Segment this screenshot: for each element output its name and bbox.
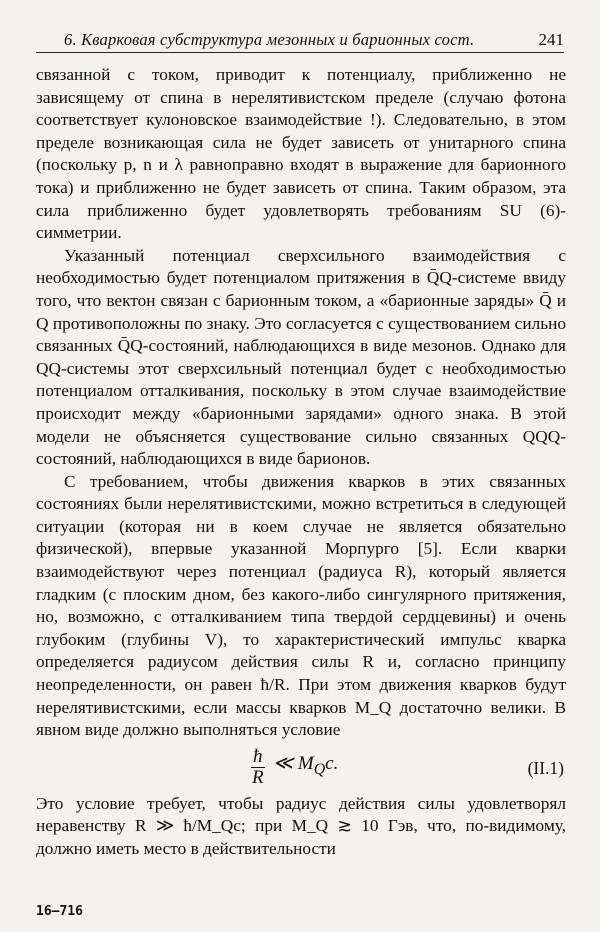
- fraction-denominator: R: [251, 766, 264, 788]
- equation-rhs: [273, 753, 338, 781]
- rhs-subscript: Q: [313, 760, 326, 778]
- equation-II-1: [36, 745, 566, 791]
- printer-signature: 16—716: [36, 904, 83, 919]
- rhs-main: ≪ M: [273, 753, 314, 775]
- page-number: 241: [538, 30, 564, 49]
- body-text: [36, 64, 566, 861]
- equation-label: (II.1): [527, 757, 564, 778]
- running-title: 6. Кварковая субструктура мезонных и барионных сост.: [64, 30, 475, 49]
- fraction-numerator: ħ: [253, 745, 263, 767]
- paragraph-4: Это условие требует, чтобы радиус действия силы удовлетворял неравенству R ≫ ħ/M_Qc; при M_Q ≳ 10 Гэв, что, по-видимому, должно иметь место в действительности: [36, 793, 566, 858]
- running-head: [36, 30, 564, 53]
- rhs-tail: c.: [325, 753, 339, 775]
- paragraph-3: С требованием, чтобы движения кварков в этих связанных состояниях были нерелятивистскими, можно встретиться в следующей ситуации (которая ни в коем случае не является обязательно физической), впервые указанной Морпурго [5]. Если кварки взаимодействуют через потенциал (радиуса R), который является гладким (с плоским дном, без какого-либо сингулярного притяжения, но, возможно, с отталкиванием типа твердой сердцевины) и очень глубоким (глубины V), то характеристический импульс кварка определяется радиусом действия силы R и, согласно принципу неопределенности, он равен ħ/R. При этом движения кварков будут нерелятивистскими, если массы кварков M_Q достаточно велики. В явном виде должно выполняться условие: [36, 471, 566, 740]
- equation-expression: [251, 747, 338, 788]
- fraction: [251, 747, 265, 788]
- paragraph-1: связанной с током, приводит к потенциалу, приближенно не зависящему от спина в нерелятивистском пределе (случаю фотона соответствует кулоновское взаимодействие !). Следовательно, в этом пределе возникающая сила не будет зависеть от унитарного спина (поскольку p, n и λ равноправно входят в выражение для барионного тока) и приближенно не будет зависеть от спина. Таким образом, эта сила приближенно будет удовлетворять требованиям SU (6)-симметрии.: [36, 65, 566, 243]
- paragraph-2: Указанный потенциал сверхсильного взаимодействия с необходимостью будет потенциалом притяжения в Q̄Q-системе ввиду того, что вектон связан с барионным током, а «барионные заряды» Q̄ и Q противоположны по знаку. Это согласуется с существованием сильно связанных Q̄Q-состояний, наблюдающихся в виде мезонов. Однако для QQ-системы этот сверхсильный потенциал будет с необходимостью потенциалом отталкивания, поскольку в этом случае взаимодействие происходит между «барионными зарядами» одного знака. В этой модели не объясняется существование сильно связанных QQQ-состояний, наблюдающихся в виде барионов.: [36, 245, 566, 469]
